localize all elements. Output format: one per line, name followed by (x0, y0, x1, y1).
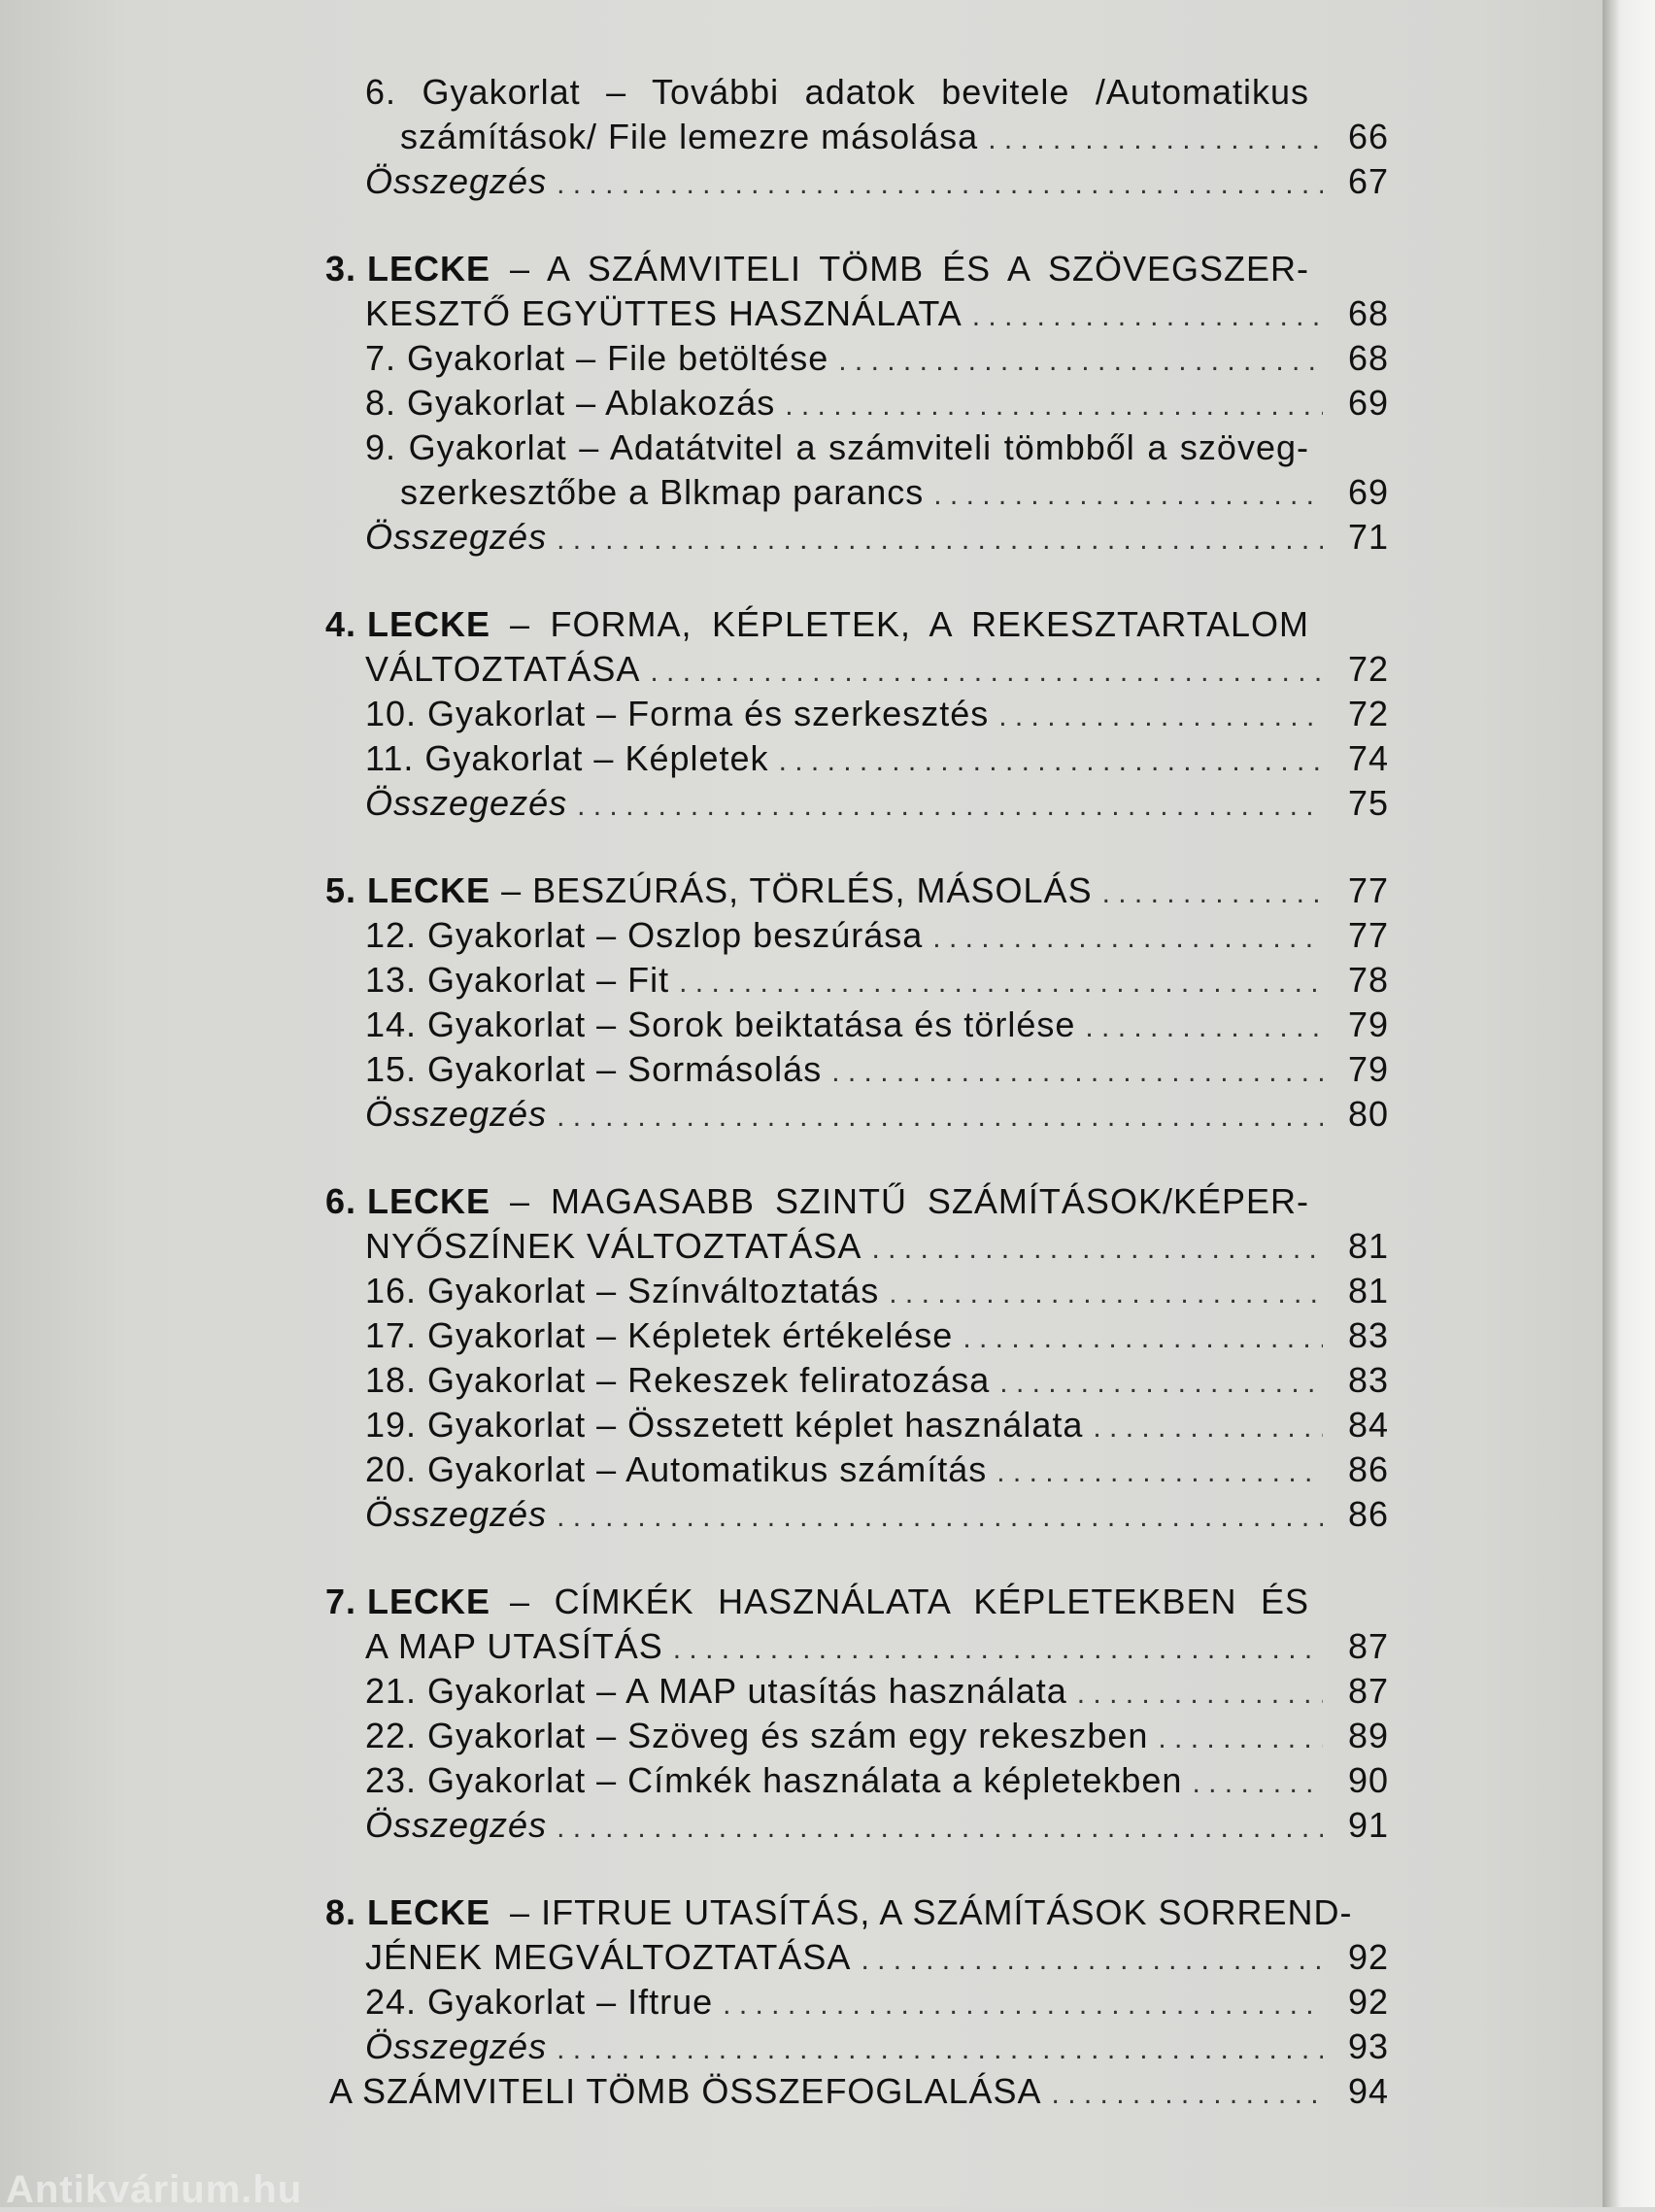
dot-leader (932, 916, 1323, 961)
toc-entry-row (400, 115, 1389, 159)
dot-leader (557, 1095, 1323, 1140)
exercise-title: 9. Gyakorlat – Adatátvitel a számviteli tömbből a szöveg- (365, 427, 1309, 467)
toc-entry-row (365, 1269, 1389, 1313)
exercise-title: 13. Gyakorlat – Fit (365, 960, 670, 1000)
dot-leader (1192, 1761, 1323, 1806)
toc-entry-row (365, 1935, 1389, 1980)
toc-entry-row (365, 1092, 1389, 1137)
toc-entry-row (365, 1403, 1389, 1447)
page-number: 74 (1347, 738, 1389, 778)
exercise-title: 19. Gyakorlat – Összetett képlet használata (365, 1405, 1084, 1445)
page-number: 78 (1347, 960, 1389, 1000)
page-number: 81 (1347, 1271, 1389, 1310)
toc-entry-row (365, 1803, 1389, 1848)
exercise-title: 8. Gyakorlat – Ablakozás (365, 383, 776, 423)
lesson-title-continued: A MAP UTASÍTÁS (365, 1626, 663, 1666)
lesson-heading (325, 1580, 1309, 1624)
lesson-label: 4. LECKE (325, 604, 491, 644)
dot-leader (723, 1983, 1323, 2027)
toc-entry-row (365, 1758, 1389, 1803)
page-number: 79 (1347, 1049, 1389, 1089)
exercise-title: 10. Gyakorlat – Forma és szerkesztés (365, 694, 990, 733)
toc-entry-row (365, 1714, 1389, 1758)
dot-leader (861, 1938, 1323, 1983)
exercise-title: 17. Gyakorlat – Képletek értékelése (365, 1315, 954, 1355)
toc-entry-row (365, 1624, 1389, 1669)
page-number: 72 (1347, 649, 1389, 689)
page-number: 91 (1347, 1805, 1389, 1845)
exercise-title: 7. Gyakorlat – File betöltése (365, 338, 829, 378)
lesson-title: – BESZÚRÁS, TÖRLÉS, MÁSOLÁS (501, 870, 1093, 910)
lesson-label: 5. LECKE (325, 870, 491, 910)
page-number: 86 (1347, 1449, 1389, 1489)
toc-entry-row (365, 1313, 1389, 1358)
toc-entry-row (365, 1980, 1389, 2025)
exercise-title-continued: számítások/ File lemezre másolása (400, 117, 979, 156)
page-number: 87 (1347, 1671, 1389, 1711)
lesson-heading (325, 602, 1309, 647)
exercise-title: 11. Gyakorlat – Képletek (365, 738, 769, 778)
dot-leader (557, 1495, 1323, 1540)
exercise-title: 14. Gyakorlat – Sorok beiktatása és törlése (365, 1004, 1076, 1044)
exercise-title: 24. Gyakorlat – Iftrue (365, 1982, 714, 2022)
dot-leader (999, 1361, 1323, 1406)
page-number: 89 (1347, 1716, 1389, 1755)
toc-entry-row (365, 781, 1389, 826)
dot-leader (1077, 1672, 1323, 1717)
page-number: 92 (1347, 1937, 1389, 1977)
lesson-title: – CÍMKÉK HASZNÁLATA KÉPLETEKBEN ÉS (510, 1582, 1309, 1621)
page-number: 68 (1347, 338, 1389, 378)
toc-entry-row (365, 1669, 1389, 1714)
toc-entry-row (365, 1047, 1389, 1092)
lesson-title-continued: VÁLTOZTATÁSA (365, 649, 641, 689)
page-number: 86 (1347, 1494, 1389, 1534)
exercise-title: 12. Gyakorlat – Oszlop beszúrása (365, 915, 924, 955)
exercise-title: 15. Gyakorlat – Sormásolás (365, 1049, 823, 1089)
dot-leader (557, 1806, 1323, 1851)
dot-leader (1102, 871, 1323, 916)
exercise-title: 21. Gyakorlat – A MAP utasítás használata (365, 1671, 1067, 1711)
lesson-label: 7. LECKE (325, 1582, 491, 1621)
toc-entry-row (365, 692, 1389, 736)
toc-entry-row (365, 2025, 1389, 2069)
page-number: 90 (1347, 1760, 1389, 1800)
page-number: 72 (1347, 694, 1389, 733)
toc-entry-row (365, 736, 1389, 781)
dot-leader (972, 294, 1323, 339)
lesson-label: 6. LECKE (325, 1181, 491, 1221)
page-number: 75 (1347, 783, 1389, 823)
page-number: 83 (1347, 1315, 1389, 1355)
summary-title: Összegzés (365, 2026, 548, 2066)
dot-leader (988, 118, 1323, 162)
page-number: 69 (1347, 472, 1389, 512)
toc-entry-row (365, 291, 1389, 336)
page-number: 92 (1347, 1982, 1389, 2022)
dot-leader (557, 162, 1323, 207)
toc-entry-row (325, 868, 1389, 913)
dot-leader (785, 384, 1323, 428)
dot-leader (871, 1227, 1323, 1272)
toc-entry-row (365, 1492, 1389, 1537)
exercise-title: 23. Gyakorlat – Címkék használata a képletekben (365, 1760, 1183, 1800)
dot-leader (1158, 1717, 1323, 1761)
dot-leader (557, 518, 1323, 562)
lesson-label: 8. LECKE (325, 1892, 491, 1932)
toc-entry-row (365, 1358, 1389, 1403)
page-number: 66 (1347, 117, 1389, 156)
page-number: 79 (1347, 1004, 1389, 1044)
lesson-heading (325, 1890, 1353, 1935)
watermark: Antikvárium.hu (6, 2168, 303, 2211)
lesson-title: – FORMA, KÉPLETEK, A REKESZTARTALOM (510, 604, 1309, 644)
page-number: 77 (1347, 915, 1389, 955)
lesson-title-continued: NYŐSZÍNEK VÁLTOZTATÁSA (365, 1226, 862, 1266)
exercise-title: 22. Gyakorlat – Szöveg és szám egy rekeszben (365, 1716, 1149, 1755)
toc-entry-row (365, 159, 1389, 204)
page-number: 83 (1347, 1360, 1389, 1400)
dot-leader (577, 784, 1323, 829)
lesson-heading (325, 247, 1309, 291)
summary-title: Összegezés (365, 783, 568, 823)
dot-leader (1093, 1406, 1323, 1450)
exercise-title: 20. Gyakorlat – Automatikus számítás (365, 1449, 988, 1489)
summary-title: Összegzés (365, 161, 548, 201)
toc-entry-row (365, 1003, 1389, 1047)
exercise-title: 18. Gyakorlat – Rekeszek feliratozása (365, 1360, 991, 1400)
dot-leader (1052, 2072, 1323, 2117)
page-number: 81 (1347, 1226, 1389, 1266)
page-number: 80 (1347, 1094, 1389, 1134)
lesson-title: – MAGASABB SZINTŰ SZÁMÍTÁSOK/KÉPER- (510, 1181, 1309, 1221)
lesson-heading (325, 1179, 1309, 1224)
page-number: 87 (1347, 1626, 1389, 1666)
toc-entry-row (365, 647, 1389, 692)
dot-leader (831, 1050, 1323, 1095)
toc-entry-row (365, 381, 1389, 425)
exercise-title-continued: szerkesztőbe a Blkmap parancs (400, 472, 925, 512)
dot-leader (650, 650, 1323, 695)
page-number: 69 (1347, 383, 1389, 423)
page-number: 68 (1347, 293, 1389, 333)
dot-leader (673, 1627, 1323, 1672)
summary-title: Összegzés (365, 517, 548, 557)
page-number: 77 (1347, 870, 1389, 910)
dot-leader (963, 1316, 1323, 1361)
dot-leader (779, 739, 1323, 784)
page-number: 71 (1347, 517, 1389, 557)
lesson-heading (325, 868, 1093, 913)
dot-leader (557, 2027, 1323, 2072)
page-number: 67 (1347, 161, 1389, 201)
toc-entry-row (365, 1224, 1389, 1269)
dot-leader (889, 1272, 1323, 1316)
section-title: A SZÁMVITELI TÖMB ÖSSZEFOGLALÁSA (329, 2071, 1042, 2111)
lesson-title: – A SZÁMVITELI TÖMB ÉS A SZÖVEGSZER- (510, 249, 1309, 289)
page-number: 94 (1347, 2071, 1389, 2111)
toc-entry-row (329, 2069, 1389, 2114)
lesson-label: 3. LECKE (325, 249, 491, 289)
page-number: 93 (1347, 2026, 1389, 2066)
lesson-title: – IFTRUE UTASÍTÁS, A SZÁMÍTÁSOK SORREND- (510, 1892, 1353, 1932)
summary-title: Összegzés (365, 1805, 548, 1845)
exercise-title: 6. Gyakorlat – További adatok bevitele /Automatikus (365, 72, 1309, 112)
dot-leader (1085, 1005, 1323, 1050)
dot-leader (933, 473, 1323, 518)
lesson-title-continued: KESZTŐ EGYÜTTES HASZNÁLATA (365, 293, 963, 333)
toc-entry-row (365, 1447, 1389, 1492)
dot-leader (998, 695, 1323, 739)
toc-entry-row (400, 470, 1389, 515)
dot-leader (679, 961, 1323, 1005)
toc-entry-row (365, 336, 1389, 381)
toc-entry-row (365, 958, 1389, 1003)
summary-title: Összegzés (365, 1494, 548, 1534)
toc-entry-row (365, 515, 1389, 560)
toc-entry-row (365, 913, 1389, 958)
dot-leader (996, 1450, 1323, 1495)
summary-title: Összegzés (365, 1094, 548, 1134)
page-number: 84 (1347, 1405, 1389, 1445)
exercise-title: 16. Gyakorlat – Színváltoztatás (365, 1271, 880, 1310)
lesson-title-continued: JÉNEK MEGVÁLTOZTATÁSA (365, 1937, 852, 1977)
dot-leader (838, 339, 1323, 384)
